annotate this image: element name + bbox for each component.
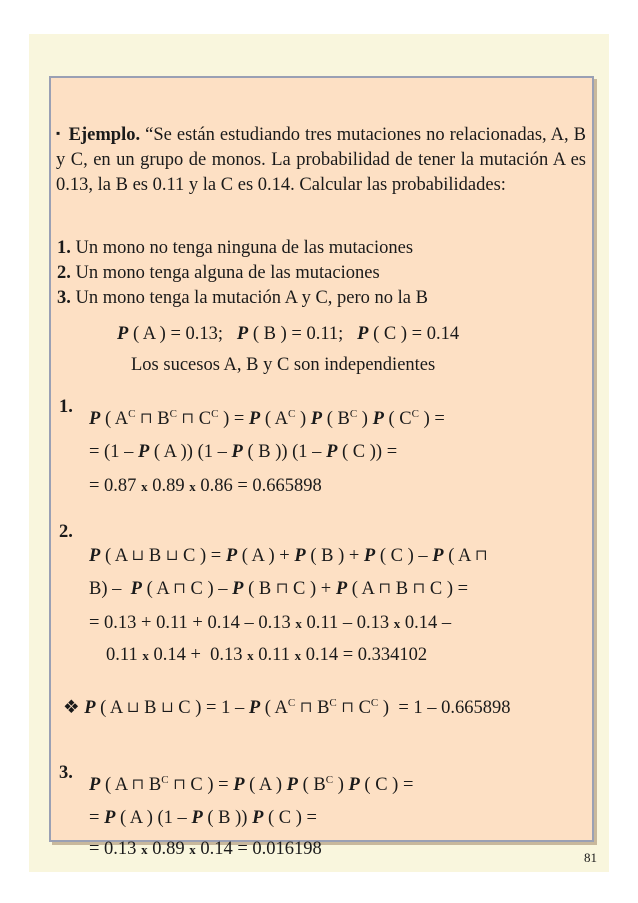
example-label: Ejemplo. (68, 125, 141, 145)
example-statement (56, 121, 586, 198)
square-bullet-icon: ▪ (56, 126, 61, 140)
solution-1-number: 1. (59, 397, 73, 417)
solution-2-line-3: = 0.13 + 0.11 + 0.14 – 0.13 x 0.11 – 0.13 x 0.14 – (89, 613, 452, 633)
page (29, 34, 609, 872)
question-1: 1. Un mono no tenga ninguna de las mutaciones (57, 238, 414, 258)
solution-3-line-3: = 0.13 x 0.89 x 0.14 = 0.016198 (89, 839, 322, 859)
solution-1-line-3: = 0.87 x 0.89 x 0.86 = 0.665898 (89, 476, 322, 496)
question-2: 2. Un mono tenga alguna de las mutaciones (57, 263, 380, 283)
solution-1-line-2: = (1 – P ( A )) (1 – P ( B )) (1 – P ( C )) = (89, 442, 398, 462)
question-3: 3. Un mono tenga la mutación A y C, pero no la B (57, 288, 428, 308)
example-text: “Se están estudiando tres mutaciones no relacionadas, A, B y C, en un grupo de monos. La probabilidad de tener la mutación A es 0.13, la B es 0.11 y la C es 0.14. Calcular las probabilidades: (56, 125, 587, 195)
diamond-bullet-icon: ❖ (63, 698, 80, 718)
example-box (49, 76, 594, 859)
solution-1-line-1: P ( $A^C$ ⊓ $B^C$ ⊓ $C^C$ ) = P ( $A^C$ ) P ( $B^C$ ) P ( $C^C$ ) = (89, 408, 445, 429)
page-number: 81 (584, 850, 597, 865)
complement-line: ❖ P ( A ⊔ B ⊔ C ) = 1 – P ( $A^C$ ⊓ $B^C$ ⊓ $C^C$ ) = 1 – 0.665898 (63, 697, 511, 718)
given-probabilities: P ( A ) = 0.13; P ( B ) = 0.11; P ( C ) = 0.14 (117, 324, 460, 344)
solution-3-line-1: P ( A ⊓ $B^C$ ⊓ C ) = P ( A ) P ( $B^C$ ) P ( C ) = (89, 774, 414, 795)
solution-2-number: 2. (59, 522, 73, 542)
solution-3-number: 3. (59, 763, 73, 783)
solution-3-line-2: = P ( A ) (1 – P ( B )) P ( C ) = (89, 808, 317, 828)
solution-2-line-4: 0.11 x 0.14 + 0.13 x 0.11 x 0.14 = 0.334102 (106, 645, 428, 665)
solution-2-line-1: P ( A ⊔ B ⊔ C ) = P ( A ) + P ( B ) + P ( C ) – P ( A ⊓ (89, 546, 488, 566)
solution-2-line-2: B) – P ( A ⊓ C ) – P ( B ⊓ C ) + P ( A ⊓ B ⊓ C ) = (89, 579, 469, 599)
independence-note: Los sucesos A, B y C son independientes (131, 355, 436, 375)
